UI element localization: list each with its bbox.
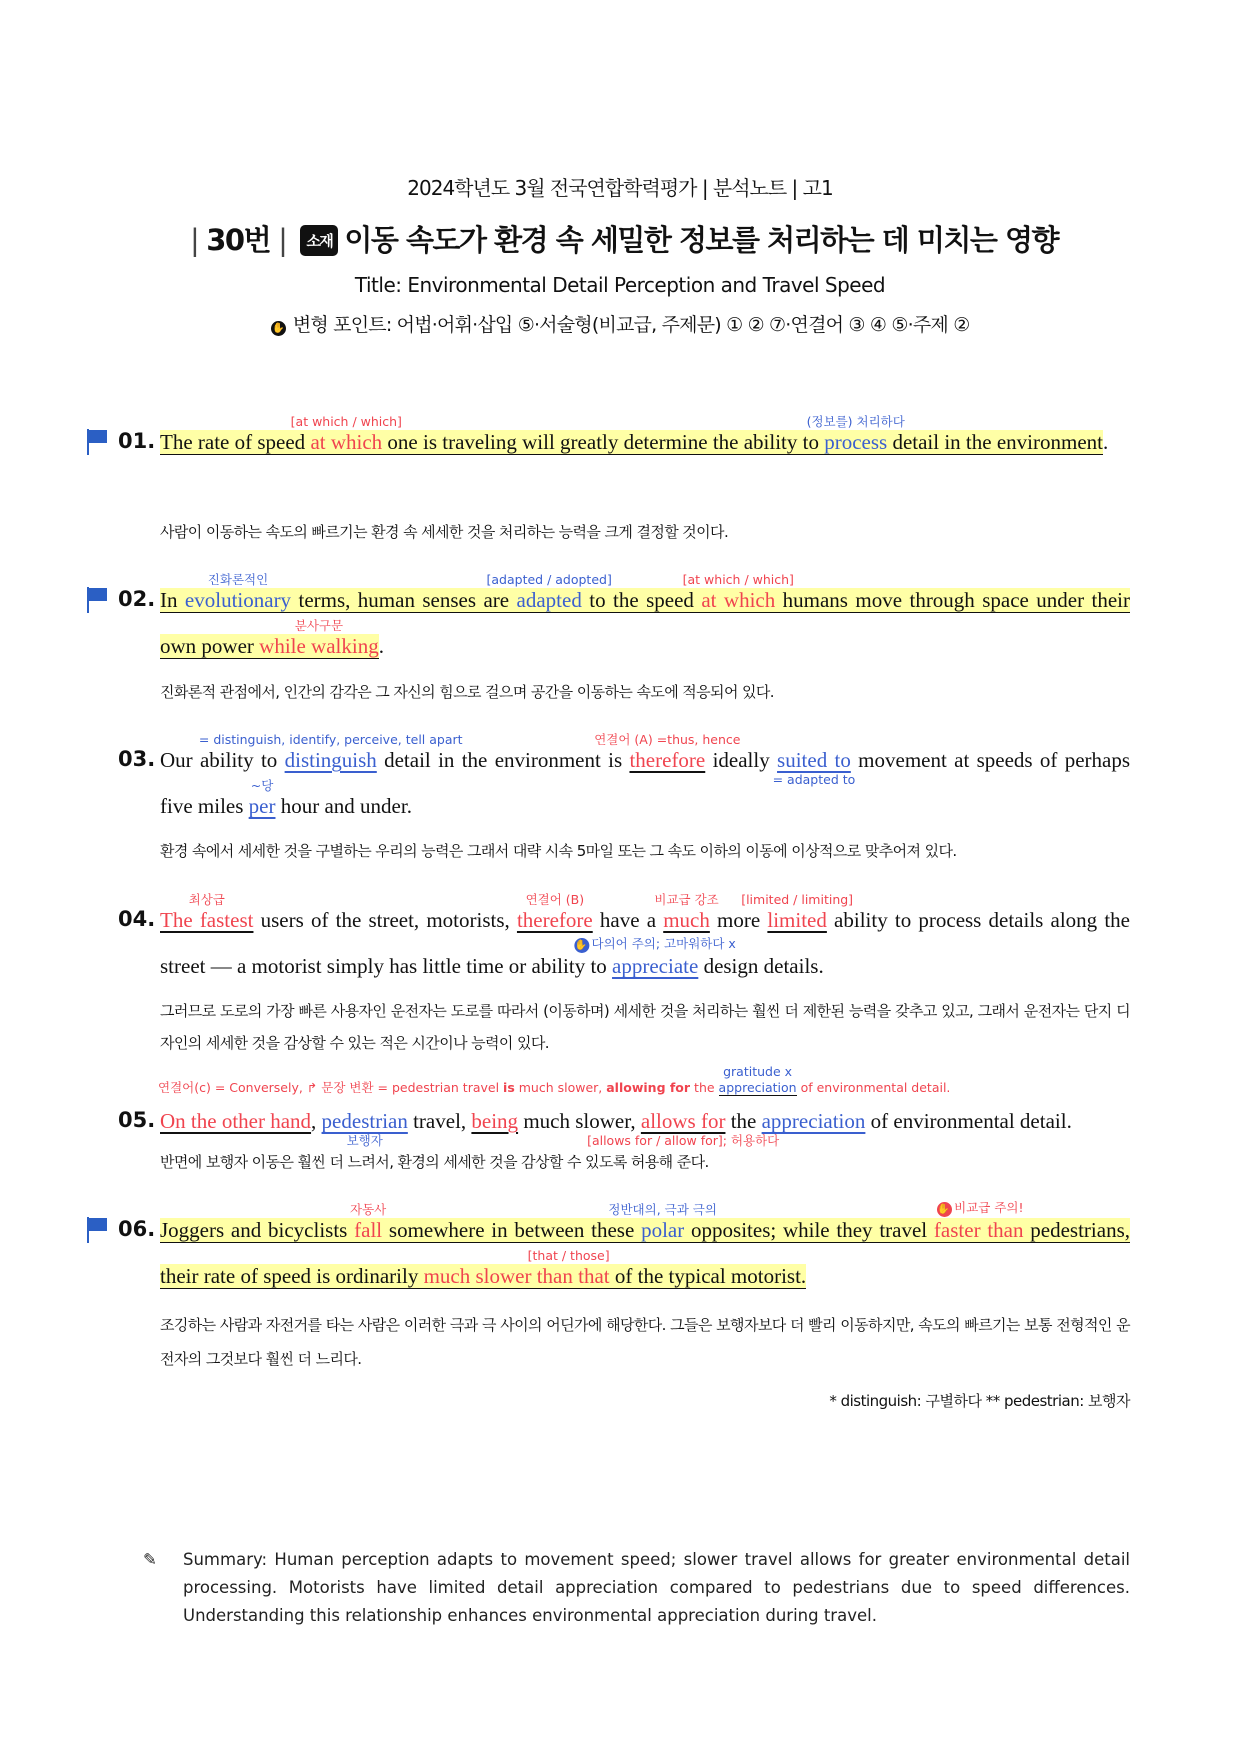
keyword-blue: process [824,430,888,454]
annotated-phrase [248,778,276,818]
annotation-text: (정보를) 처리하다 [806,414,905,429]
segment-text: opposites; while they travel [684,1218,934,1242]
annotation-note [291,415,402,429]
annotated-phrase [516,892,593,932]
conversion-note [158,1064,951,1095]
sentence-segment [377,748,630,772]
keyword-red: while walking [259,634,379,658]
annotation-text: [that / those] [527,1248,610,1263]
segment-text: ideally [705,748,778,772]
segment-text: Our ability to [160,748,285,772]
segment-text: the [725,1109,762,1133]
sentence-number: 06. [118,1217,156,1241]
segment-text: ability to process details along the street — a motorist simply has little time or ability to [160,908,1130,978]
annotated-phrase [321,1109,408,1148]
annotated-phrase [741,892,854,932]
annotation-text: = adapted to [772,772,856,787]
sentence-segment [408,1109,472,1133]
segment-text: of the typical motorist. [609,1264,807,1288]
sentence-segment [382,1218,641,1243]
annotation-note [587,1134,779,1148]
segment-text: one is traveling will greatly determine the ability to [382,430,825,454]
sentence-segment [160,748,285,772]
flag-icon [86,429,108,455]
segment-text: much slower, [518,1109,641,1133]
english-sentence [160,572,1131,669]
sentence-segment [253,908,516,932]
segment-text: . [378,634,384,658]
sentence-segment [582,588,702,613]
annotation-note [741,893,853,907]
annotation-note [654,893,718,907]
keyword-red: much slower than that [423,1264,610,1288]
sentence-number: 03. [118,747,156,771]
segment-text: terms, human senses are [291,588,517,612]
sentence-number: 01. [118,429,156,453]
segment-text: more [709,908,768,932]
keyword-blue: evolutionary [184,588,292,612]
english-sentence [160,732,1131,829]
sentence-segment [291,588,516,613]
divider: | [278,223,287,257]
annotated-phrase [350,1202,387,1243]
annotation-note [199,733,463,747]
sentence-segment [887,430,1103,455]
keyword-red: faster than [933,1218,1024,1242]
sentence-number: 02. [118,587,156,611]
sentence-number: 05. [118,1108,156,1132]
hand-icon: ✋ [272,323,284,334]
segment-text: design details. [698,954,824,978]
conv-label: 연결어(c) = Conversely, [158,1080,303,1095]
gratitude-note: gratitude x [723,1064,793,1079]
keyword-blue: distinguish [284,748,377,772]
segment-text: humans move through space under their own power [160,588,1131,658]
keyword-blue: polar [641,1218,685,1242]
segment-text: somewhere in between these [382,1218,642,1242]
conv-bold: allowing for [606,1080,691,1095]
annotation-text: 다의어 주의; 고마워하다 x [591,936,736,951]
segment-text: The rate of speed [160,430,311,454]
annotated-phrase [608,1202,717,1243]
annotated-phrase [594,732,741,772]
annotation-note [350,1203,386,1217]
conv-word: appreciation [718,1080,797,1095]
sentence-segment [705,748,777,772]
annotation-text: 진화론적인 [207,572,269,587]
keyword-blue: suited to [777,748,851,772]
sentence-segment [610,1264,807,1289]
annotated-phrase [259,618,379,659]
annotation-text: [adapted / adopted] [486,572,612,587]
english-sentence [160,1098,1072,1148]
sentence-segment [311,1109,322,1133]
segment-text: detail in the environment is [376,748,630,772]
sentence-segment [518,1109,641,1133]
sentence-segment [710,908,768,932]
annotated-phrase [184,572,292,613]
conv-transform: ↱ 문장 변환 = pedestrian travel [302,1080,504,1095]
annotation-text: ~당 [250,778,274,793]
annotated-phrase [806,414,905,455]
sentence-number: 04. [118,907,156,931]
keyword-blue: pedestrian [321,1109,408,1133]
keyword-red: limited [767,908,827,932]
segment-text: have a [592,908,664,932]
keyword-red: therefore [516,908,593,932]
segment-text: pedestrians, their rate of speed is ordinarily [160,1218,1130,1288]
footnote: * distinguish: 구별하다 ** pedestrian: 보행자 [829,1392,1130,1410]
sentence-segment [865,1109,1071,1133]
segment-text: to the speed [581,588,702,612]
annotation-note [937,1201,1023,1217]
annotation-text: [limited / limiting] [741,892,854,907]
sentence-segment [698,954,823,978]
annotation-text: 보행자 [346,1133,383,1148]
flag-icon [86,587,108,613]
segment-text: hour and under. [275,794,412,818]
segment-text: , [311,1109,322,1133]
keyword-blue: appreciation [761,1109,866,1133]
annotated-phrase [486,572,612,613]
segment-text: of environmental detail. [865,1109,1072,1133]
annotation-note [208,573,268,587]
annotation-text: 최상급 [188,892,225,907]
annotated-phrase [682,572,794,613]
keyword-red: fall [354,1218,383,1242]
keyword-red: The fastest [160,908,254,932]
keyword-red: On the other hand [160,1109,312,1133]
conv-appreciation [718,1064,797,1096]
divider: | [189,223,199,257]
annotation-note [608,1203,717,1217]
annotation-note [251,779,274,793]
sentence-segment [1103,430,1108,454]
sentence-segment [725,1109,761,1133]
annotation-text: 비교급 강조 [654,892,719,907]
keyword-blue: per [248,794,276,818]
annotation-note [807,415,905,429]
hand-icon: ✋ [575,938,590,953]
english-sentence [160,1200,1130,1299]
english-title: Title: Environmental Detail Perception and Travel Speed [354,273,886,297]
summary [143,1546,1130,1630]
hand-icon: ✋ [937,1202,952,1217]
annotation-note [683,573,794,587]
pencil-icon: ✎ [143,1550,157,1569]
annotation-text: = distinguish, identify, perceive, tell apart [198,732,463,747]
annotation-note [526,893,585,907]
english-sentence [160,892,1130,989]
segment-text: detail in the environment [887,430,1103,454]
topic-title: 이동 속도가 환경 속 세밀한 정보를 처리하는 데 미치는 영향 [344,223,1059,257]
annotation-note [528,1249,610,1263]
segment-text: movement at speeds of perhaps five miles [160,748,1131,818]
annotation-note [594,733,740,747]
annotation-text: 연결어 (B) [525,892,585,907]
sentence-segment [160,430,310,455]
keyword-blue: appreciate [612,954,699,978]
sentence-segment [684,1218,934,1243]
sentence-segment [471,1109,518,1133]
keyword-red: much [663,908,710,932]
keyword-red: therefore [629,748,706,772]
korean-translation: 그러므로 도로의 가장 빠른 사용자인 운전자는 도로를 따라서 (이동하며) 세세한 것을 처리하는 훨씬 더 제한된 능력을 갖추고 있고, 그래서 운전자는 단지 디자인의 세세한 것을 감상할 수 있는 적은 시간이나 능력이 있다. [160,1002,1130,1052]
segment-text: . [1102,430,1109,454]
korean-translation: 조깅하는 사람과 자전거를 타는 사람은 이러한 극과 극 사이의 어딘가에 해당한다. 그들은 보행자보다 더 빨리 이동하지만, 속도의 빠르기는 보통 전형적인 운전자의 그것보다 훨씬 더 느리다. [160,1316,1130,1368]
annotation-text: [at which / which] [682,572,794,587]
sentence-segment [382,430,824,455]
annotation-text: [at which / which] [290,414,402,429]
flag-icon [86,1217,108,1243]
segment-text: Joggers and bicyclists [160,1218,355,1242]
keyword-red: allows for [640,1109,726,1133]
conv-text: of environmental detail. [796,1080,951,1095]
english-sentence [160,414,1130,465]
keyword-red: at which [310,430,383,454]
annotation-note [347,1134,383,1148]
annotated-phrase [423,1248,610,1289]
korean-translation: 반면에 보행자 이동은 훨씬 더 느려서, 환경의 세세한 것을 감상할 수 있도록 허용해 준다. [160,1153,709,1171]
conv-bold: is [503,1080,515,1095]
sentence-segment [379,634,384,658]
sentence-segment [160,1218,354,1243]
question-title [0,218,1240,259]
keyword-blue: adapted [516,588,582,612]
annotation-text: 비교급 주의! [954,1200,1024,1215]
keyword-red: at which [701,588,776,612]
korean-translation: 환경 속에서 세세한 것을 구별하는 우리의 능력은 그래서 대략 시속 5마일 또는 그 속도 이하의 이동에 이상적으로 맞추어져 있다. [160,842,957,860]
annotated-phrase [574,936,736,978]
transform-points [0,310,1240,337]
annotation-text: 자동사 [350,1202,387,1217]
question-number: 30번 [206,223,271,257]
segment-text: travel, [407,1109,472,1133]
sentence-segment [593,908,663,932]
conv-text: much slower, [514,1080,607,1095]
annotation-note [487,573,612,587]
annotated-phrase [772,748,856,787]
annotated-phrase [654,892,719,932]
annotation-note [189,893,225,907]
summary-text: Summary: Human perception adapts to movement speed; slower travel allows for greater environmental detail processing. Motorists have limited detail appreciation compared to pedestrians due to speed differences. Understanding this relationship enhances environmental appreciation during travel. [183,1550,1130,1625]
sentence-segment [275,794,411,818]
annotation-note [773,773,856,787]
annotation-text: [allows for / allow for]; 허용하다 [587,1133,780,1148]
sentence-segment [160,1109,311,1133]
sentence-segment [160,588,185,613]
transform-points-text: 변형 포인트: 어법·어휘·삽입 ⑤·서술형(비교급, 주제문) ① ② ⑦·연결어 ③ ④ ⑤·주제 ② [292,314,970,336]
korean-translation: 사람이 이동하는 속도의 빠르기는 환경 속 세세한 것을 처리하는 능력을 크게 결정할 것이다. [160,523,729,541]
annotation-note [575,937,736,953]
segment-text: users of the street, motorists, [253,908,517,932]
annotation-text: 연결어 (A) =thus, hence [594,732,741,747]
keyword-red: being [471,1109,519,1133]
annotation-text: 정반대의, 극과 극의 [608,1202,717,1217]
exam-header: 2024학년도 3월 전국연합학력평가 | 분석노트 | 고1 [407,176,833,200]
korean-translation: 진화론적 관점에서, 인간의 감각은 그 자신의 힘으로 걸으며 공간을 이동하는 속도에 적응되어 있다. [160,683,774,701]
segment-text: In [160,588,185,612]
sentence-segment [762,1109,866,1133]
annotation-text: 분사구문 [294,618,344,633]
annotated-phrase [290,414,402,455]
conv-text: the [690,1080,719,1095]
annotated-phrase [160,892,254,932]
topic-badge: 소재 [300,225,338,256]
annotated-phrase [933,1200,1024,1243]
annotation-note [295,619,343,633]
